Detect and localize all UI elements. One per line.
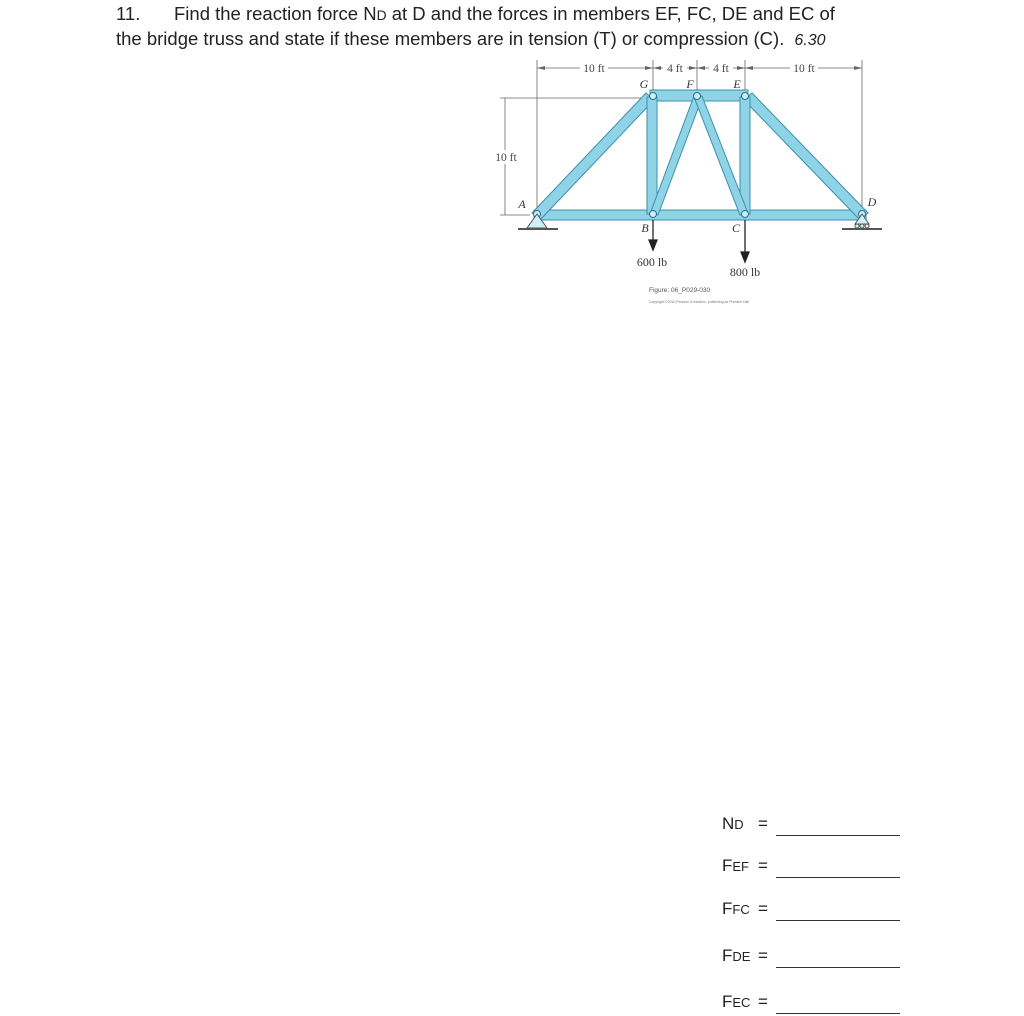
member-ED	[744, 93, 868, 220]
answer-row-fde: FDE =	[722, 940, 902, 970]
problem-line-1: 11. Find the reaction force ND at D and the forces in members EF, FC, DE and EC of	[116, 3, 835, 24]
answer-blank-ffc[interactable]	[776, 920, 900, 921]
member-BF	[650, 96, 702, 215]
answer-blank-fec[interactable]	[776, 1013, 900, 1014]
joint-label-G: G	[639, 77, 649, 91]
answer-blank-fef[interactable]	[776, 877, 900, 878]
member-GB	[647, 97, 657, 214]
joint-label-C: C	[731, 221, 741, 235]
answer-blank-nd[interactable]	[776, 835, 900, 836]
joint-label-D: D	[867, 195, 877, 209]
joint-label-E: E	[733, 77, 741, 91]
dim-label-2: 4 ft	[667, 63, 683, 75]
member-AG	[532, 93, 654, 220]
dim-label-4: 10 ft	[793, 63, 815, 75]
answer-row-ffc: FFC =	[722, 893, 902, 923]
figure-caption: Figure: 06_P029-030	[649, 287, 711, 294]
answer-row-nd: ND =	[722, 808, 902, 838]
answer-row-fef: FEF =	[722, 850, 902, 880]
joint-label-A: A	[518, 197, 526, 211]
joint-label-B: B	[641, 221, 649, 235]
problem-reference: 6.30	[794, 32, 826, 49]
problem-number: 11.	[116, 3, 141, 24]
member-AB-CD-chord	[534, 210, 866, 220]
problem-line-2: the bridge truss and state if these members are in tension (T) or compression (C). 6.30	[116, 28, 826, 49]
truss-figure	[0, 0, 1024, 330]
dim-label-3: 4 ft	[713, 63, 729, 75]
load-label-C: 800 lb	[729, 265, 761, 279]
joint-label-F: F	[686, 77, 694, 91]
dim-label-height: 10 ft	[495, 152, 517, 164]
truss-members	[532, 90, 868, 220]
load-label-B: 600 lb	[636, 255, 668, 269]
figure-copyright: Copyright ©2010 Pearson Education, publishing as Prentice Hall	[649, 300, 750, 304]
answer-row-fec: FEC =	[722, 986, 902, 1016]
answer-blank-fde[interactable]	[776, 967, 900, 968]
dim-label-1: 10 ft	[583, 63, 605, 75]
